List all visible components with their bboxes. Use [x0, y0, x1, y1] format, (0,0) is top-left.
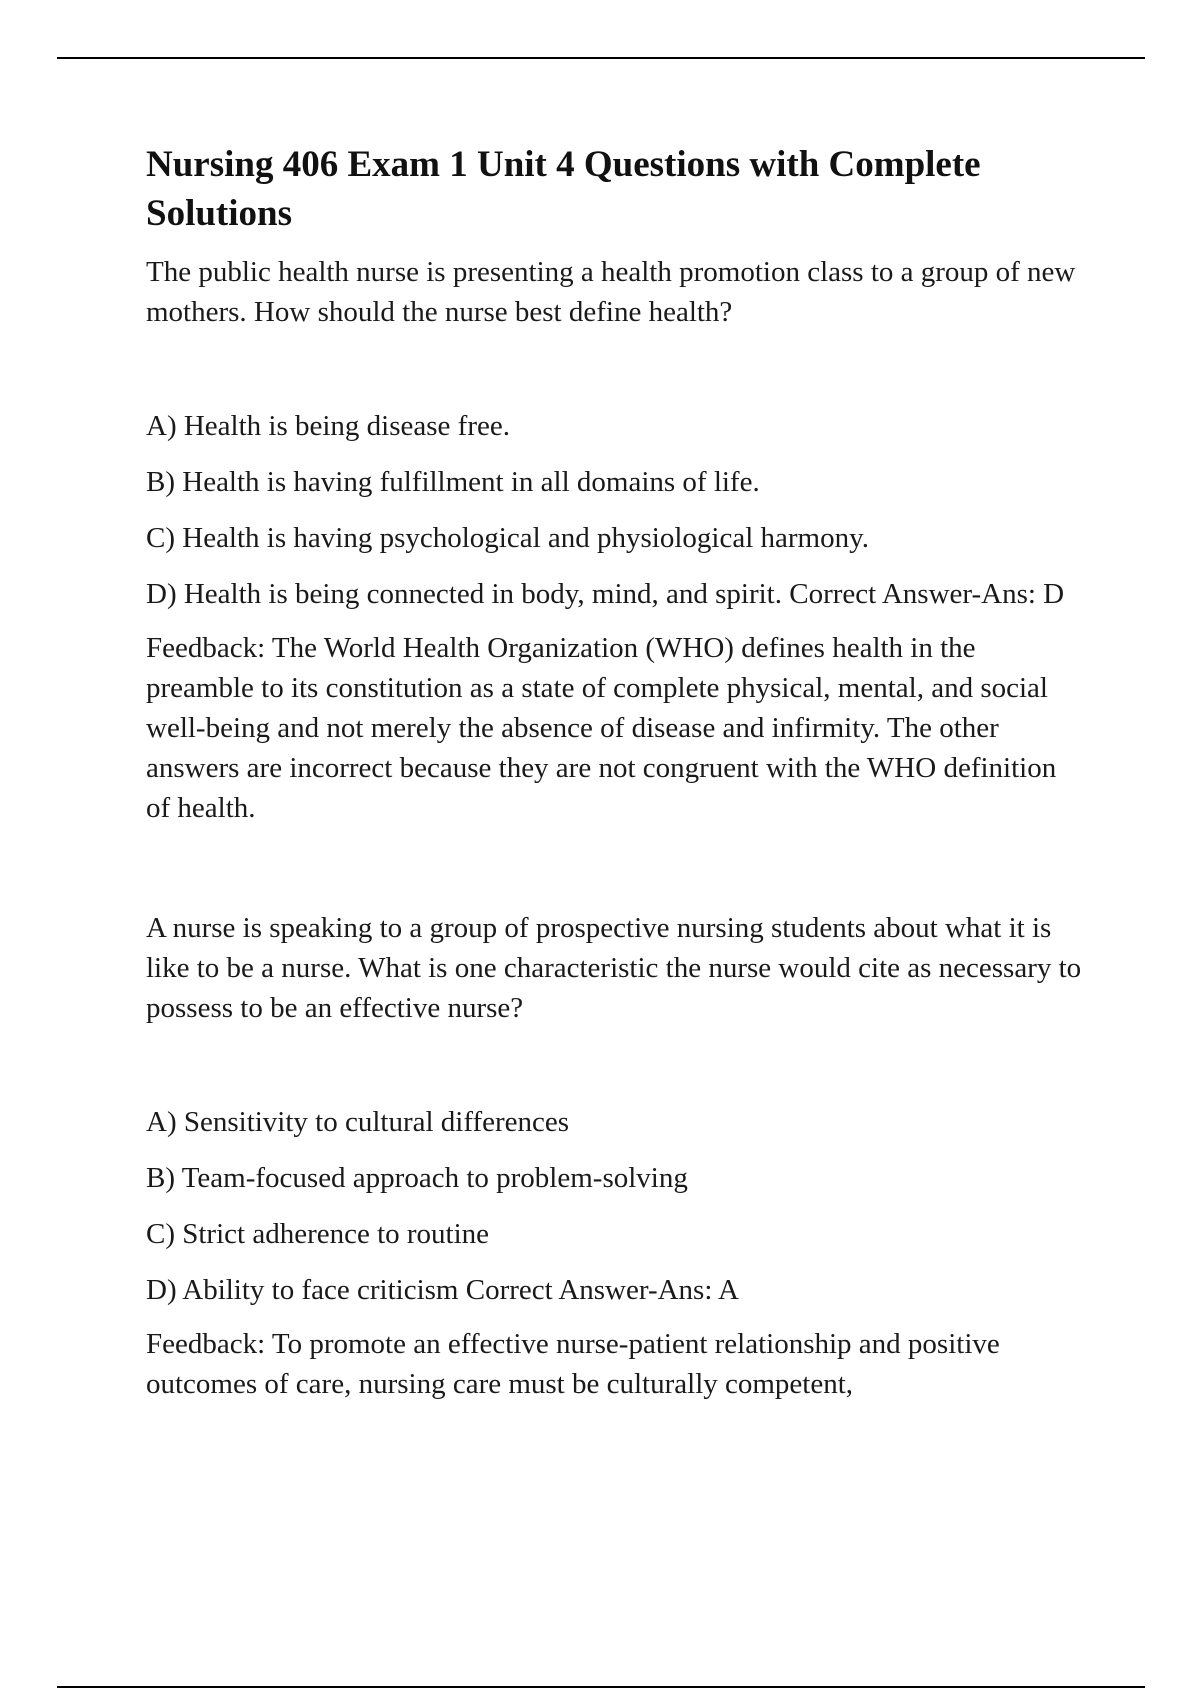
document-title: Nursing 406 Exam 1 Unit 4 Questions with Complete Solutions [146, 144, 981, 234]
bottom-divider [57, 1686, 1145, 1688]
feedback-text: Feedback: To promote an effective nurse-patient relationship and positive outcomes of care, nursing care must be culturally competent, [146, 1328, 1000, 1400]
answer-option-b: B) Team-focused approach to problem-solving [146, 1162, 688, 1194]
top-divider [57, 57, 1145, 59]
question-block [146, 908, 1086, 1404]
answer-option-c: C) Strict adherence to routine [146, 1218, 490, 1250]
answer-option-c: C) Health is having psychological and physiological harmony. [146, 522, 869, 554]
answer-option-d: D) Ability to face criticism Correct Answer-Ans: A [146, 1274, 739, 1306]
question-block [146, 252, 1086, 828]
question-text: A nurse is speaking to a group of prospective nursing students about what it is like to be a nurse. What is one characteristic the nurse would cite as necessary to possess to be an effective nurse? [146, 912, 1082, 1024]
answer-option-a: A) Health is being disease free. [146, 410, 510, 442]
feedback-text: Feedback: The World Health Organization (WHO) defines health in the preamble to its constitution as a state of complete physical, mental, and social well-being and not merely the absence of disease and infirmity. The other answers are incorrect because they are not congruent with the WHO definition of health. [146, 632, 1057, 824]
answer-option-a: A) Sensitivity to cultural differences [146, 1106, 570, 1138]
answer-option-b: B) Health is having fulfillment in all domains of life. [146, 466, 760, 498]
document-body [146, 140, 1086, 1404]
answer-option-d: D) Health is being connected in body, mind, and spirit. Correct Answer-Ans: D [146, 578, 1065, 610]
question-text: The public health nurse is presenting a health promotion class to a group of new mothers. How should the nurse best define health? [146, 256, 1076, 328]
